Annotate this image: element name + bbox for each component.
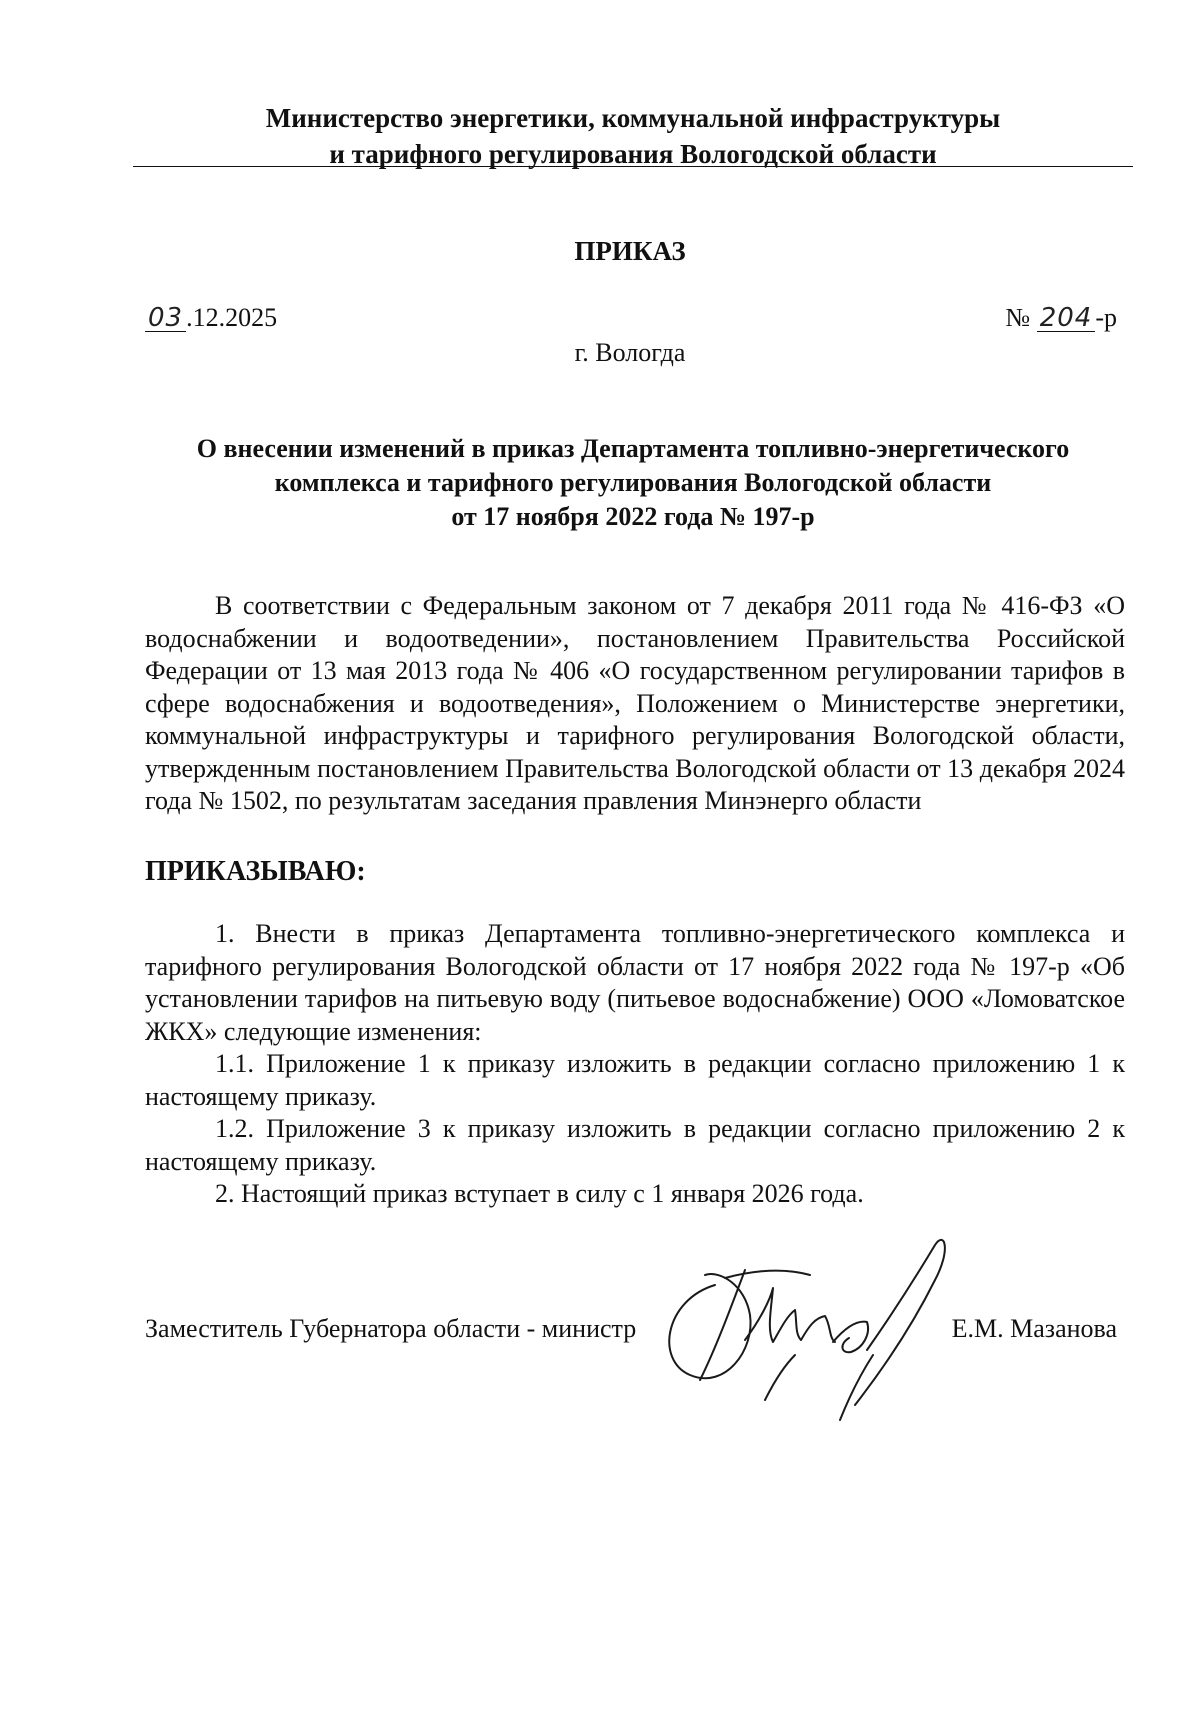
header-divider bbox=[133, 166, 1133, 167]
order-word: ПРИКАЗЫВАЮ: bbox=[145, 856, 366, 887]
order-item-1: 1. Внести в приказ Департамента топливно-энергетического комплекса и тарифного регулирования Вологодской области от 17 ноября 2022 года № 197-р «Об установлении тарифов на питьевую воду (питьевое водоснабжение) ООО «Ломоватское ЖКХ» следующие изменения: bbox=[145, 919, 1125, 1046]
signer-title: Заместитель Губернатора области - министр bbox=[145, 1314, 637, 1343]
number-prefix: № bbox=[1005, 303, 1031, 332]
number-suffix: -р bbox=[1095, 303, 1117, 332]
subject-line-3: от 17 ноября 2022 года № 197-р bbox=[451, 502, 815, 531]
document-type: ПРИКАЗ bbox=[574, 236, 686, 266]
date-month-year: .12.2025 bbox=[186, 303, 278, 332]
ministry-line-1: Министерство энергетики, коммунальной инфраструктуры bbox=[265, 103, 1001, 133]
preamble-paragraph: В соответствии с Федеральным законом от 7 декабря 2011 года № 416-ФЗ «О водоснабжении и водоотведении», постановлением Правительства Российской Федерации от 13 мая 2013 года № 406 «О государственном регулировании тарифов в сфере водоснабжения и водоотведения», Положением о Министерстве энергетики, коммунальной инфраструктуры и тарифного регулирования Вологодской области, утвержденным постановлением Правительства Вологодской области от 13 декабря 2024 года № 1502, по результатам заседания правления Минэнерго области bbox=[145, 591, 1125, 815]
signer-name: Е.М. Мазанова bbox=[951, 1314, 1117, 1343]
subject-line-2: комплекса и тарифного регулирования Вологодской области bbox=[274, 468, 992, 497]
ministry-header bbox=[133, 100, 1133, 172]
ministry-line-2: и тарифного регулирования Вологодской области bbox=[329, 139, 937, 169]
document-date bbox=[145, 303, 277, 333]
document-number bbox=[1005, 303, 1117, 333]
order-item-1-1: 1.1. Приложение 1 к приказу изложить в редакции согласно приложению 1 к настоящему приказу. bbox=[145, 1049, 1125, 1111]
order-item-2: 2. Настоящий приказ вступает в силу с 1 января 2026 года. bbox=[215, 1179, 864, 1208]
document-subject bbox=[133, 432, 1133, 534]
date-day-handwritten: 03 bbox=[145, 305, 186, 332]
order-item-1-2: 1.2. Приложение 3 к приказу изложить в редакции согласно приложению 2 к настоящему приказу. bbox=[145, 1114, 1125, 1176]
handwritten-signature bbox=[645, 1230, 965, 1430]
document-city: г. Вологда bbox=[574, 338, 686, 367]
number-handwritten: 204 bbox=[1037, 305, 1096, 332]
order-items bbox=[145, 918, 1125, 1211]
subject-line-1: О внесении изменений в приказ Департамента топливно-энергетического bbox=[196, 434, 1070, 463]
